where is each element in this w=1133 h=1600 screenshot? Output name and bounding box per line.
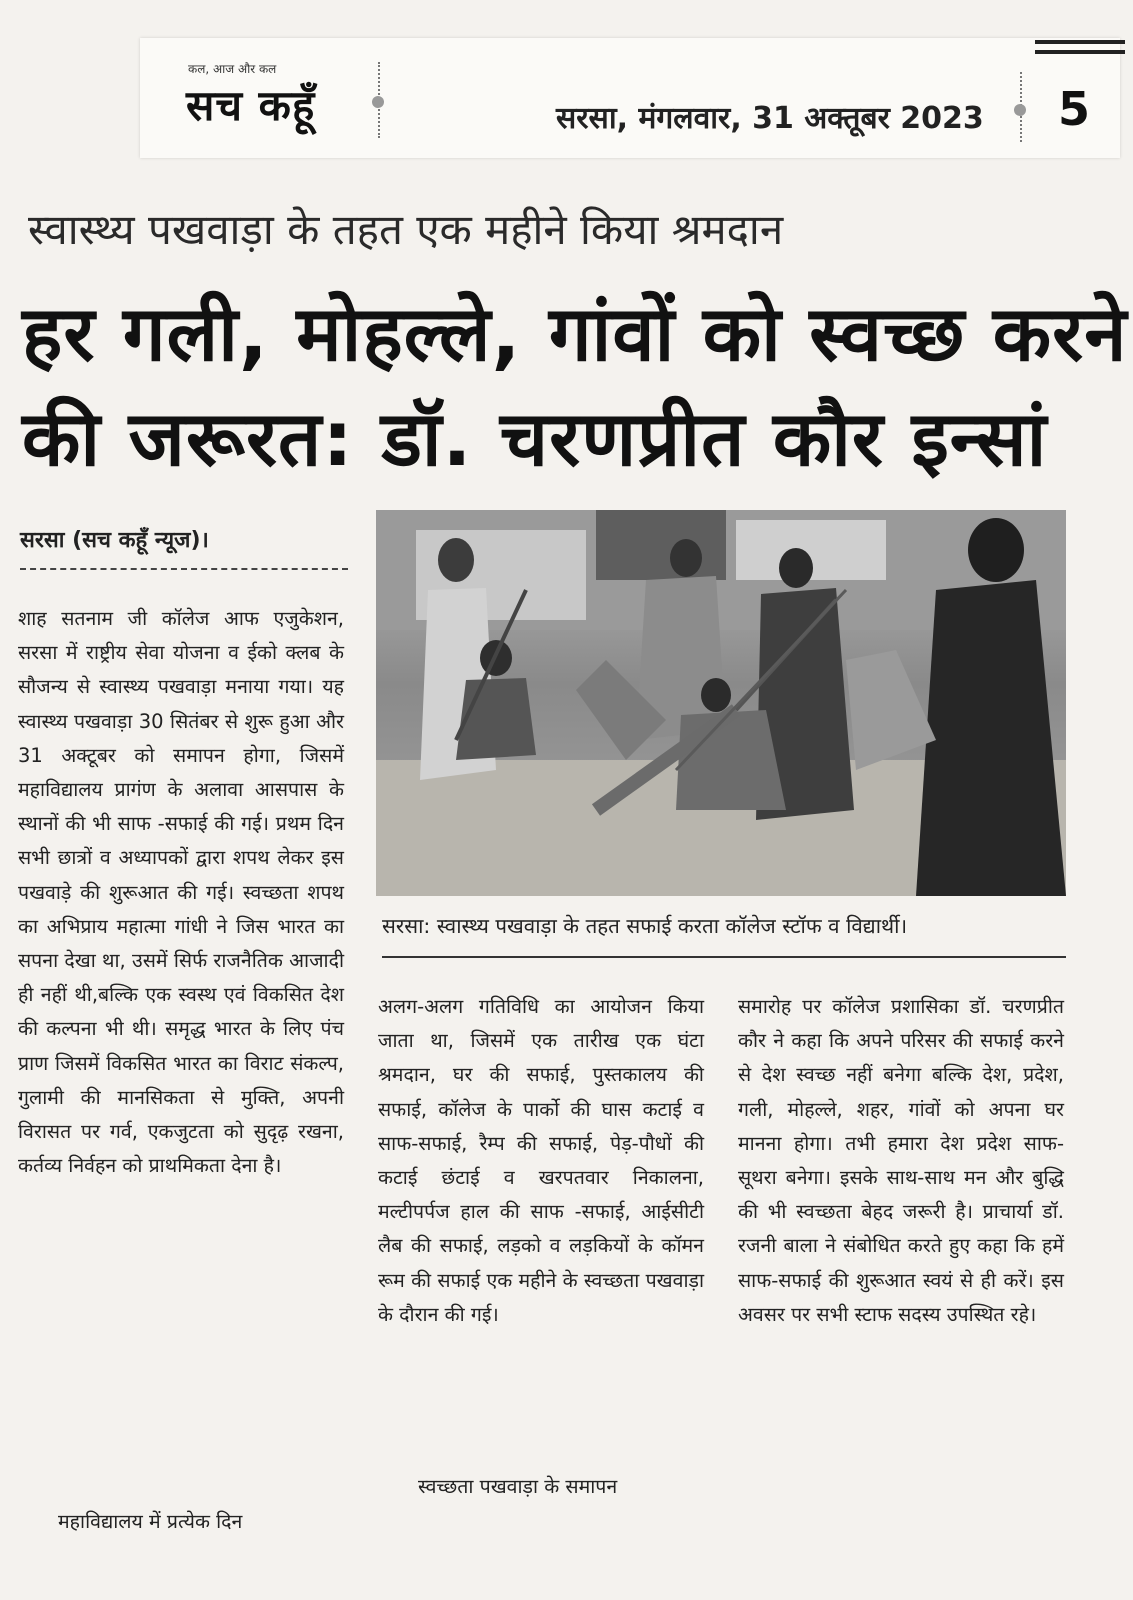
caption-divider xyxy=(382,956,1066,958)
article-kicker: स्वास्थ्य पखवाड़ा के तहत एक महीने किया श्रमदान xyxy=(28,205,784,254)
photo-caption: सरसा: स्वास्थ्य पखवाड़ा के तहत सफाई करता कॉलेज स्टॉफ व विद्यार्थी। xyxy=(382,914,908,938)
newspaper-name: सच कहूँ xyxy=(186,81,316,130)
column-text: महाविद्यालय में प्रत्येक दिन xyxy=(58,1510,243,1533)
article-column-3 xyxy=(738,990,1064,1332)
column-text: समारोह पर कॉलेज प्रशासिका डॉ. चरणप्रीत कौर ने कहा कि अपने परिसर की सफाई करने से देश स्वच्छ नहीं बनेगा बल्कि देश, प्रदेश, गली, मोहल्ले, शहर, गांवों को अपना घर मानना होगा। तभी हमारा देश प्रदेश साफ-सूथरा बनेगा। इसके साथ-साथ मन और बुद्धि की भी स्वच्छता बेहद जरूरी है। प्राचार्या डॉ. रजनी बाला ने संबोधित करते हुए कहा कि हमें साफ-सफाई की शुरूआत स्वयं से ही करें। इस अवसर पर सभी स्टाफ सदस्य उपस्थित रहे। xyxy=(738,995,1064,1326)
masthead-tagline: कल, आज और कल xyxy=(188,62,277,76)
column-text: शाह सतनाम जी कॉलेज आफ एजुकेशन, सरसा में राष्ट्रीय सेवा योजना व ईको क्लब के सौजन्य से स्वास्थ्य पखवाड़ा मनाया गया। यह स्वास्थ्य पखवाड़ा 30 सितंबर से शुरू हुआ और 31 अक्टूबर को समापन होगा, जिसमें महाविद्यालय प्रागंण के अलावा आसपास के स्थानों की भी साफ -सफाई की गई। प्रथम दिन सभी छात्रों व अध्यापकों द्वारा शपथ लेकर इस पखवाड़े की शुरूआत की गई। स्वच्छता शपथ का अभिप्राय महात्मा गांधी ने जिस भारत का सपना देखा था, उसमें सिर्फ राजनैतिक आजादी ही नहीं थी,बल्कि एक स्वस्थ एवं विकसित देश की कल्पना भी थी। समृद्ध भारत के लिए पंच प्राण जिसमें विकसित भारत का विराट संकल्प, गुलामी की मानसिकता से मुक्ति, अपनी विरासत पर गर्व, एकजुटता को सुदृढ़ रखना, कर्तव्य निर्वहन को प्राथमिकता देना है। xyxy=(18,607,344,1178)
news-photo xyxy=(376,510,1066,896)
column-text: स्वच्छता पखवाड़ा के समापन xyxy=(418,1475,618,1498)
article-column-2 xyxy=(378,990,704,1332)
article-column-1-tail xyxy=(18,1505,344,1539)
byline: सरसा (सच कहूँ न्यूज)। xyxy=(20,528,209,553)
dateline: सरसा, मंगलवार, 31 अक्तूबर 2023 xyxy=(556,101,984,136)
article-column-1 xyxy=(18,602,344,1183)
headline-line-1: हर गली, मोहल्ले, गांवों को स्वच्छ करने xyxy=(22,289,1128,378)
article-column-2-tail xyxy=(378,1470,704,1504)
corner-rule xyxy=(1035,50,1125,54)
page-number: 5 xyxy=(1058,82,1091,136)
column-text: अलग-अलग गतिविधि का आयोजन किया जाता था, जिसमें एक तारीख एक घंटा श्रमदान, घर की सफाई, पुस्तकालय की सफाई, कॉलेज के पार्को की घास कटाई व साफ-सफाई, रैम्प की सफाई, पेड़-पौधों की कटाई छंटाई व खरपतवार निकालना, मल्टीपर्पज हाल की साफ -सफाई, आईसीटी लैब की सफाई, लड़को व लड़कियों के कॉमन रूम की सफाई एक महीने के स्वच्छता पखवाड़ा के दौरान की गई। xyxy=(378,995,704,1326)
headline-line-2: की जरूरत: डॉ. चरणप्रीत कौर इन्सां xyxy=(22,394,1048,483)
bullet-icon xyxy=(372,96,384,108)
photo-illustration xyxy=(376,510,1066,896)
bullet-icon xyxy=(1014,104,1026,116)
corner-rule xyxy=(1035,40,1125,44)
byline-divider xyxy=(20,568,348,570)
